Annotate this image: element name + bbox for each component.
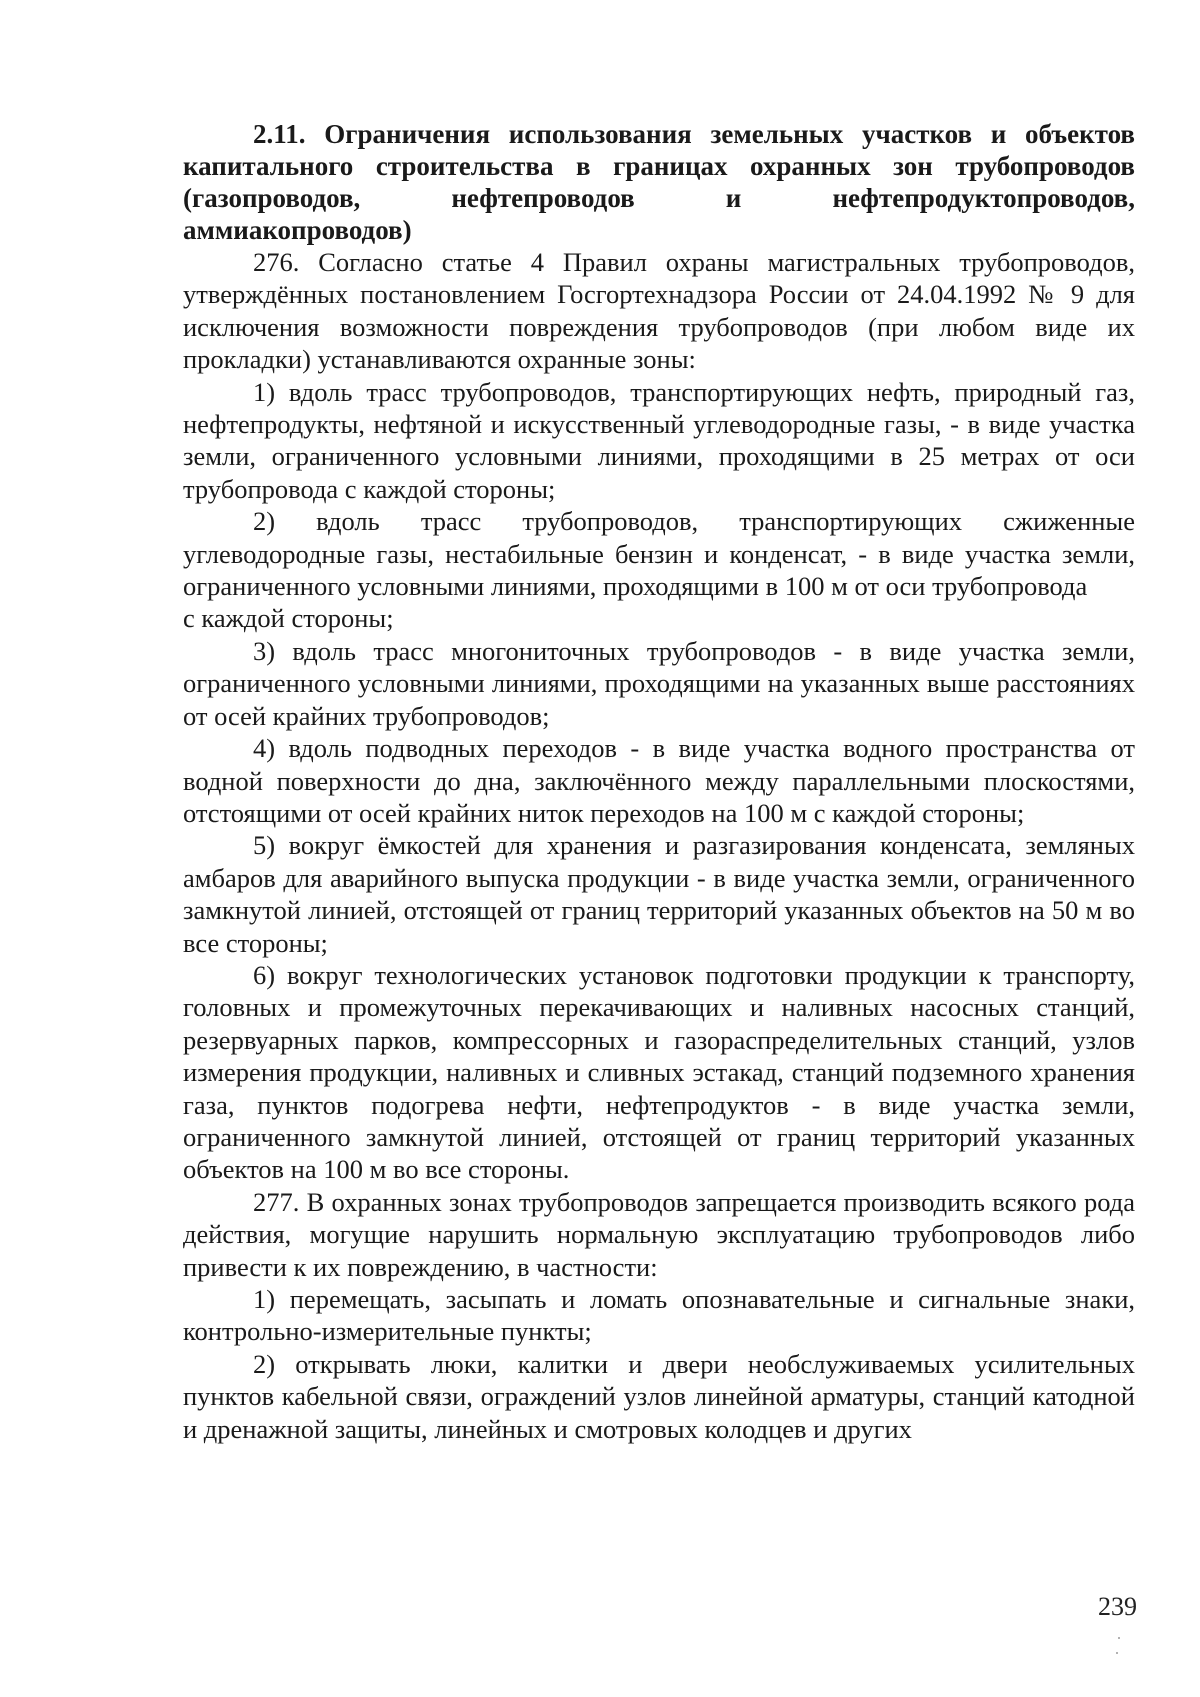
list-item-2-continuation: с каждой стороны;: [183, 603, 394, 634]
paragraph-277: 277. В охранных зонах трубопроводов запрещается производить всякого рода действия, могущие нарушить нормальную эксплуатацию трубопроводов либо привести к их повреждению, в частности:: [183, 1186, 1135, 1282]
list-item-277-2: 2) открывать люки, калитки и двери необслуживаемых усилительных пунктов кабельной связи, ограждений узлов линейной арматуры, станций катодной и дренажной защиты, линейных и смотровых колодцев и других: [183, 1348, 1135, 1444]
heading-line: капитального строительства в границах охранных зон трубопроводов: [183, 151, 1135, 181]
list-item-277-1: 1) перемещать, засыпать и ломать опознавательные и сигнальные знаки, контрольно-измерительные пункты;: [183, 1284, 1135, 1347]
list-item-2: 2) вдоль трасс трубопроводов, транспортирующих сжиженные углеводородные газы, нестабильные бензин и конденсат, - в виде участка земли, ограниченного условными линиями, проходящими в 100 м от оси трубопровода: [183, 506, 1135, 602]
list-item-3: 3) вдоль трасс многониточных трубопроводов - в виде участка земли, ограниченного условными линиями, проходящими на указанных выше расстояниях от осей крайних трубопроводов;: [183, 635, 1135, 731]
heading-line: аммиакопроводов): [183, 215, 412, 245]
list-item-1: 1) вдоль трасс трубопроводов, транспортирующих нефть, природный газ, нефтепродукты, нефтяной и искусственный углеводородные газы, - в виде участка земли, ограниченного условными линиями, проходящими в 25 метрах от оси трубопровода с каждой стороны;: [183, 376, 1135, 504]
list-item-5: 5) вокруг ёмкостей для хранения и разгазирования конденсата, земляных амбаров для аварийного выпуска продукции - в виде участка земли, ограниченного замкнутой линией, отстоящей от границ территорий указанных объектов на 50 м во все стороны;: [183, 830, 1135, 958]
scan-speck: [1116, 1652, 1118, 1654]
section-heading: [183, 118, 1135, 246]
page-content: [183, 118, 1135, 1445]
heading-line: (газопроводов, нефтепроводов и нефтепродуктопроводов,: [183, 183, 1135, 213]
scan-speck: [1118, 1637, 1120, 1639]
list-item-6: 6) вокруг технологических установок подготовки продукции к транспорту, головных и промежуточных перекачивающих и наливных насосных станций, резервуарных парков, компрессорных и газораспределительных станций, узлов измерения продукции, наливных и сливных эстакад, станций подземного хранения газа, пунктов подогрева нефти, нефтепродуктов - в виде участка земли, ограниченного замкнутой линией, отстоящей от границ территорий указанных объектов на 100 м во все стороны.: [183, 959, 1135, 1185]
list-item-4: 4) вдоль подводных переходов - в виде участка водного пространства от водной поверхности до дна, заключённого между параллельными плоскостями, отстоящими от осей крайних ниток переходов на 100 м с каждой стороны;: [183, 733, 1135, 828]
heading-line: 2.11. Ограничения использования земельных участков и объектов: [253, 119, 1135, 149]
page-number: 239: [1098, 1592, 1137, 1621]
paragraph-276: 276. Согласно статье 4 Правил охраны магистральных трубопроводов, утверждённых постановлением Госгортехнадзора России от 24.04.1992 № 9 для исключения возможности повреждения трубопроводов (при любом виде их прокладки) устанавливаются охранные зоны:: [183, 247, 1135, 375]
